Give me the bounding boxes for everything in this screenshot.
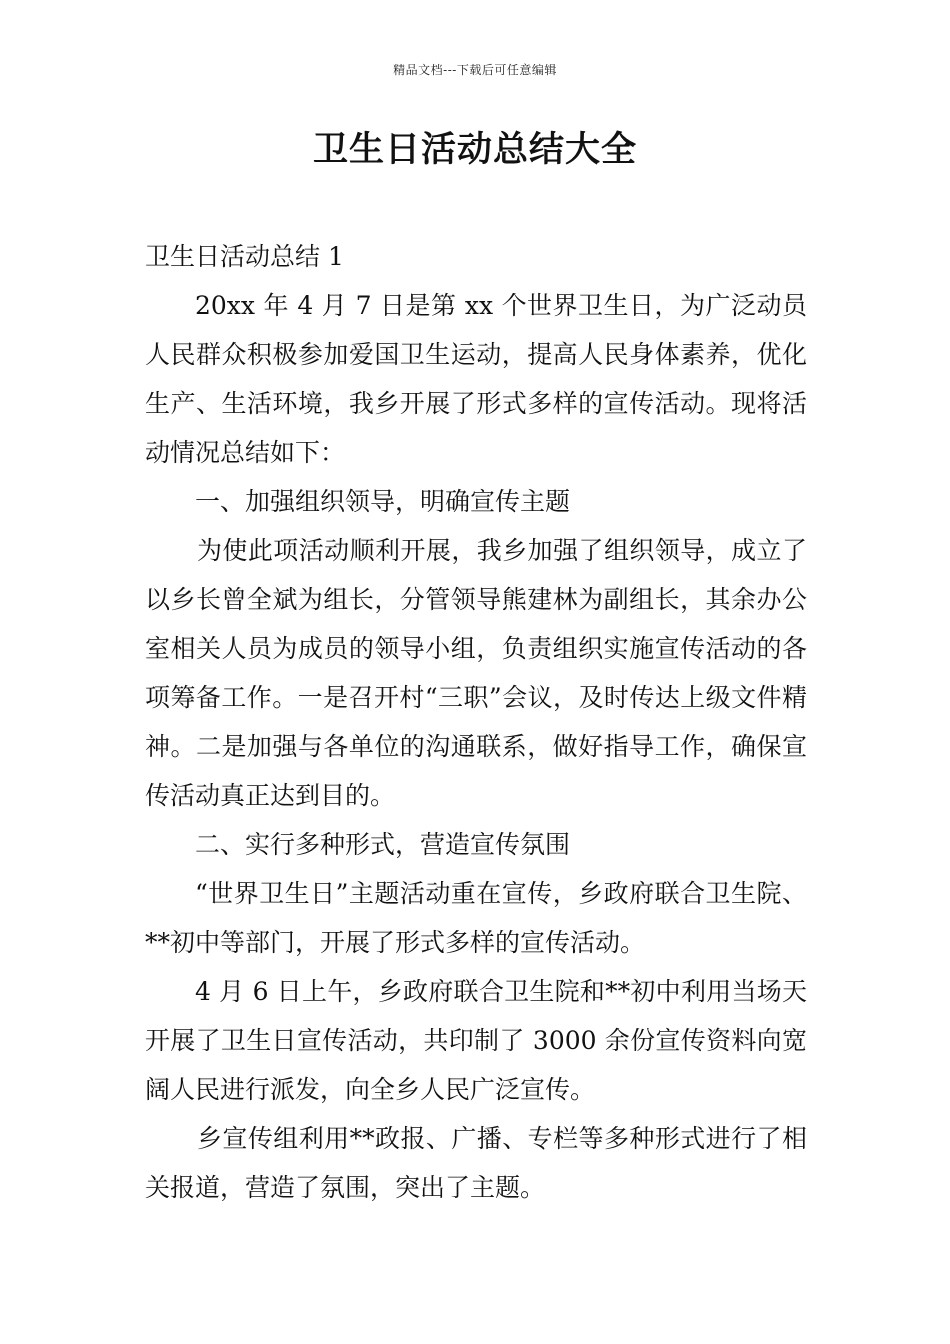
header-note: 精品文档---下载后可任意编辑 bbox=[393, 63, 557, 77]
document-body bbox=[145, 232, 807, 1212]
document-title: 卫生日活动总结大全 bbox=[312, 130, 637, 170]
paragraph-intro: 20xx 年 4 月 7 日是第 xx 个世界卫生日，为广泛动员人民群众积极参加爱国卫生运动，提高人民身体素养，优化生产、生活环境，我乡开展了形式多样的宣传活动。现将活动情况总结如下： bbox=[145, 291, 807, 467]
paragraph-organization: 为使此项活动顺利开展，我乡加强了组织领导，成立了以乡长曾全斌为组长，分管领导熊建林为副组长，其余办公室相关人员为成员的领导小组，负责组织实施宣传活动的各项筹备工作。一是召开村“三职”会议，及时传达上级文件精神。二是加强与各单位的沟通联系，做好指导工作，确保宣传活动真正达到目的。 bbox=[145, 536, 807, 810]
heading-two: 二、实行多种形式，营造宣传氛围 bbox=[195, 830, 571, 859]
paragraph-media: 乡宣传组利用**政报、广播、专栏等多种形式进行了相关报道，营造了氛围，突出了主题。 bbox=[145, 1124, 807, 1202]
heading-one: 一、加强组织领导，明确宣传主题 bbox=[195, 487, 571, 516]
paragraph-theme: “世界卫生日”主题活动重在宣传，乡政府联合卫生院、**初中等部门，开展了形式多样的宣传活动。 bbox=[145, 879, 807, 957]
paragraph-april-sixth: 4 月 6 日上午，乡政府联合卫生院和**初中利用当场天开展了卫生日宣传活动，共印制了 3000 余份宣传资料向宽阔人民进行派发，向全乡人民广泛宣传。 bbox=[145, 977, 807, 1104]
section-title: 卫生日活动总结 1 bbox=[145, 242, 344, 271]
